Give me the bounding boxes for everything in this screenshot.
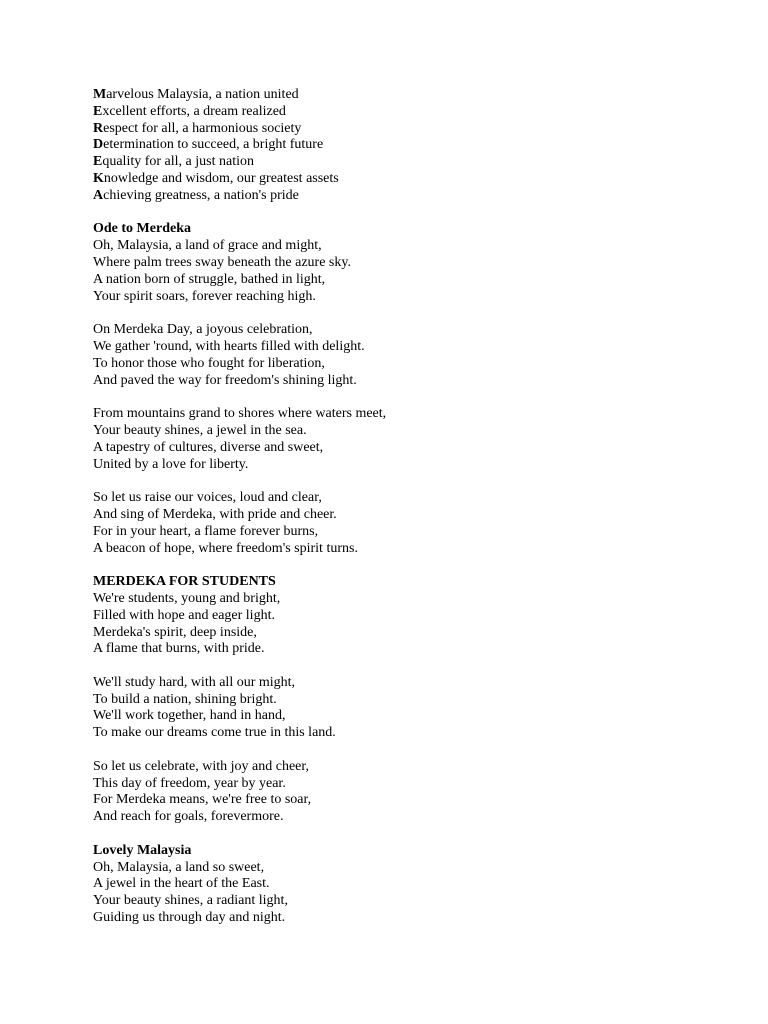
acrostic-initial: E <box>93 154 103 170</box>
poem-line: Oh, Malaysia, a land of grace and might, <box>93 238 322 254</box>
acrostic-line <box>93 137 733 154</box>
stanza-gap <box>93 305 733 322</box>
acrostic-poem <box>93 87 733 205</box>
poem-line: So let us raise our voices, loud and clear, <box>93 490 322 506</box>
poem-line: From mountains grand to shores where waters meet, <box>93 406 387 422</box>
poem-line: Guiding us through day and night. <box>93 910 286 926</box>
poem-line: Your spirit soars, forever reaching high. <box>93 288 316 304</box>
poem-line: A tapestry of cultures, diverse and sweet, <box>93 439 324 455</box>
poem-line: To honor those who fought for liberation, <box>93 355 325 371</box>
poem-line: And paved the way for freedom's shining light. <box>93 372 357 388</box>
acrostic-line <box>93 104 733 121</box>
acrostic-line <box>93 154 733 171</box>
acrostic-line <box>93 171 733 188</box>
poem-line: To build a nation, shining bright. <box>93 691 277 707</box>
stanza-gap <box>93 205 733 222</box>
acrostic-text: quality for all, a just nation <box>102 154 254 170</box>
acrostic-text: xcellent efforts, a dream realized <box>102 103 286 119</box>
stanza-gap <box>93 557 733 574</box>
stanza-gap <box>93 658 733 675</box>
acrostic-initial: K <box>93 170 104 186</box>
poem-line: This day of freedom, year by year. <box>93 775 286 791</box>
poem-line: Your beauty shines, a radiant light, <box>93 893 288 909</box>
acrostic-line <box>93 188 733 205</box>
acrostic-line <box>93 87 733 104</box>
acrostic-text: espect for all, a harmonious society <box>103 120 302 136</box>
poem-line: Your beauty shines, a jewel in the sea. <box>93 422 307 438</box>
acrostic-initial: D <box>93 137 104 153</box>
stanza-gap <box>93 826 733 843</box>
poem-line: On Merdeka Day, a joyous celebration, <box>93 322 313 338</box>
document-page <box>93 87 733 927</box>
stanza-gap <box>93 473 733 490</box>
stanza-gap <box>93 389 733 406</box>
acrostic-text: chieving greatness, a nation's pride <box>103 187 299 203</box>
poem-line: A flame that burns, with pride. <box>93 641 265 657</box>
acrostic-text: arvelous Malaysia, a nation united <box>106 87 299 102</box>
acrostic-initial: M <box>93 87 107 102</box>
poem-ode-to-merdeka <box>93 221 733 557</box>
poem-title: Lovely Malaysia <box>93 842 192 858</box>
poem-line: A beacon of hope, where freedom's spirit turns. <box>93 540 358 556</box>
poem-line: And reach for goals, forevermore. <box>93 809 284 825</box>
poem-line: Oh, Malaysia, a land so sweet, <box>93 859 265 875</box>
poem-lovely-malaysia <box>93 843 733 927</box>
acrostic-line <box>93 121 733 138</box>
poem-line: Merdeka's spirit, deep inside, <box>93 624 257 640</box>
poem-line: A jewel in the heart of the East. <box>93 876 270 892</box>
acrostic-initial: A <box>93 187 104 203</box>
acrostic-initial: E <box>93 103 103 119</box>
poem-title: MERDEKA FOR STUDENTS <box>93 574 276 590</box>
poem-line: So let us celebrate, with joy and cheer, <box>93 758 309 774</box>
poem-line: For Merdeka means, we're free to soar, <box>93 792 312 808</box>
poem-merdeka-for-students <box>93 574 733 826</box>
acrostic-initial: R <box>93 120 104 136</box>
poem-line: For in your heart, a flame forever burns, <box>93 523 319 539</box>
poem-line: Filled with hope and eager light. <box>93 607 275 623</box>
acrostic-text: nowledge and wisdom, our greatest assets <box>103 170 339 186</box>
poem-line: We're students, young and bright, <box>93 590 281 606</box>
poem-line: We'll work together, hand in hand, <box>93 708 286 724</box>
poem-line: A nation born of struggle, bathed in light, <box>93 271 326 287</box>
poem-title: Ode to Merdeka <box>93 221 191 237</box>
poem-line: Where palm trees sway beneath the azure sky. <box>93 254 351 270</box>
poem-line: We gather 'round, with hearts filled with delight. <box>93 338 365 354</box>
poem-line: And sing of Merdeka, with pride and cheer. <box>93 506 337 522</box>
acrostic-text: etermination to succeed, a bright future <box>103 137 324 153</box>
poem-line: We'll study hard, with all our might, <box>93 674 296 690</box>
poem-line: United by a love for liberty. <box>93 456 249 472</box>
poem-line: To make our dreams come true in this land. <box>93 725 336 741</box>
stanza-gap <box>93 742 733 759</box>
